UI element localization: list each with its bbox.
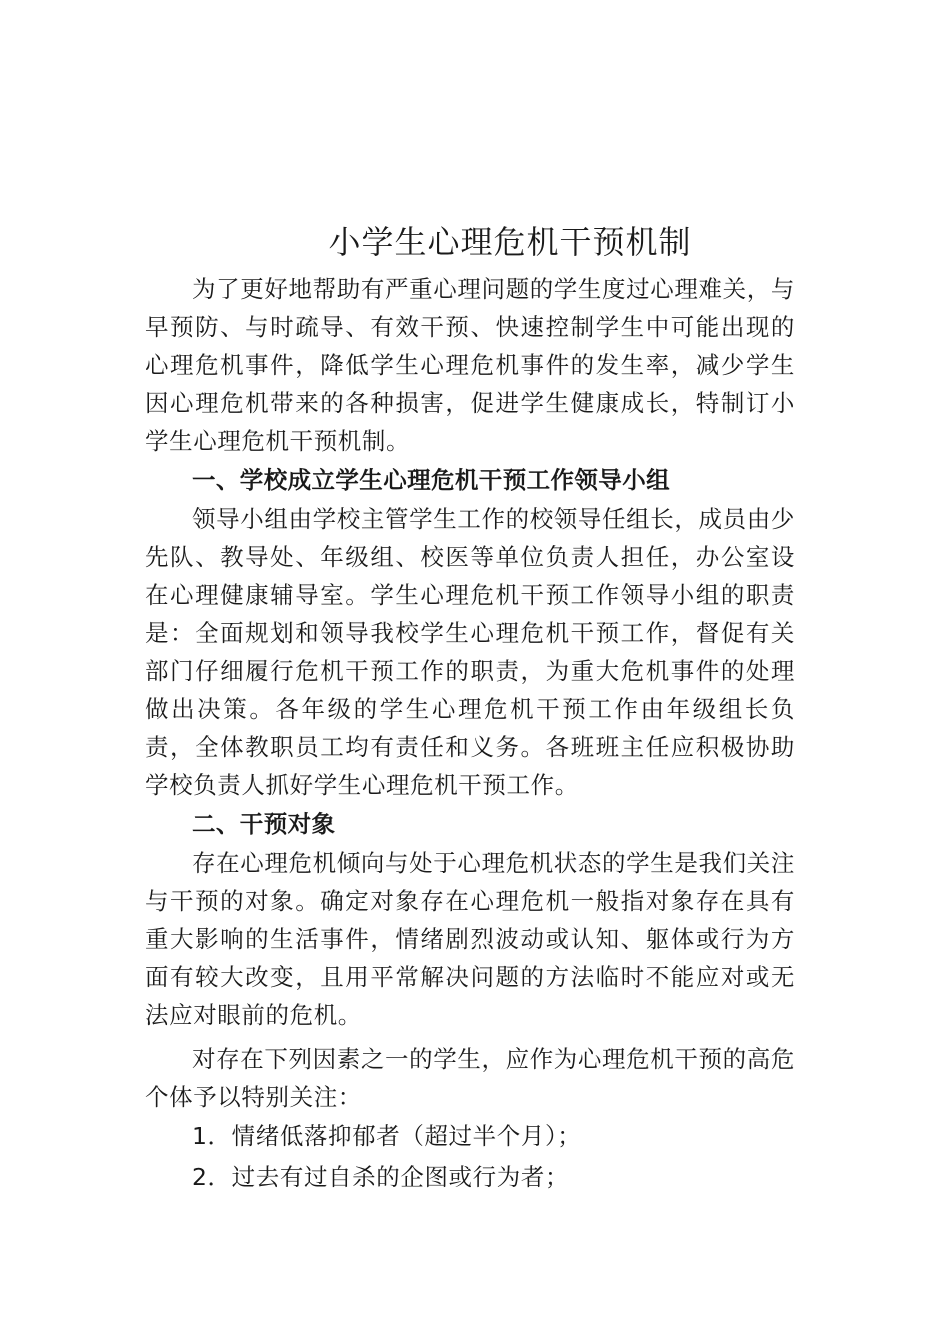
section-2-paragraph-2: 对存在下列因素之一的学生，应作为心理危机干预的高危个体予以特别关注： — [145, 1045, 795, 1111]
section-2-heading: 二、干预对象 — [192, 810, 336, 838]
section-2-paragraph-1: 存在心理危机倾向与处于心理危机状态的学生是我们关注与干预的对象。确定对象存在心理危机一般指对象存在具有重大影响的生活事件，情绪剧烈波动或认知、躯体或行为方面有较大改变，且用平常解决问题的方法临时不能应对或无法应对眼前的危机。 — [145, 849, 795, 1029]
document-title: 小学生心理危机干预机制 — [328, 223, 692, 261]
document-body — [145, 270, 795, 1198]
list-item: 1．情绪低落抑郁者（超过半个月）； — [192, 1122, 582, 1150]
section-1-paragraph: 领导小组由学校主管学生工作的校领导任组长，成员由少先队、教导处、年级组、校医等单位负责人担任，办公室设在心理健康辅导室。学生心理危机干预工作领导小组的职责是：全面规划和领导我校学生心理危机干预工作，督促有关部门仔细履行危机干预工作的职责，为重大危机事件的处理做出决策。各年级的学生心理危机干预工作由年级组长负责，全体教职员工均有责任和义务。各班班主任应积极协助学校负责人抓好学生心理危机干预工作。 — [145, 505, 795, 799]
list-item: 2．过去有过自杀的企图或行为者； — [192, 1163, 570, 1191]
intro-paragraph: 为了更好地帮助有严重心理问题的学生度过心理难关，与早预防、与时疏导、有效干预、快速控制学生中可能出现的心理危机事件，降低学生心理危机事件的发生率，减少学生因心理危机带来的各种损害，促进学生健康成长，特制订小学生心理危机干预机制。 — [145, 275, 795, 455]
section-1-heading: 一、学校成立学生心理危机干预工作领导小组 — [192, 466, 670, 494]
